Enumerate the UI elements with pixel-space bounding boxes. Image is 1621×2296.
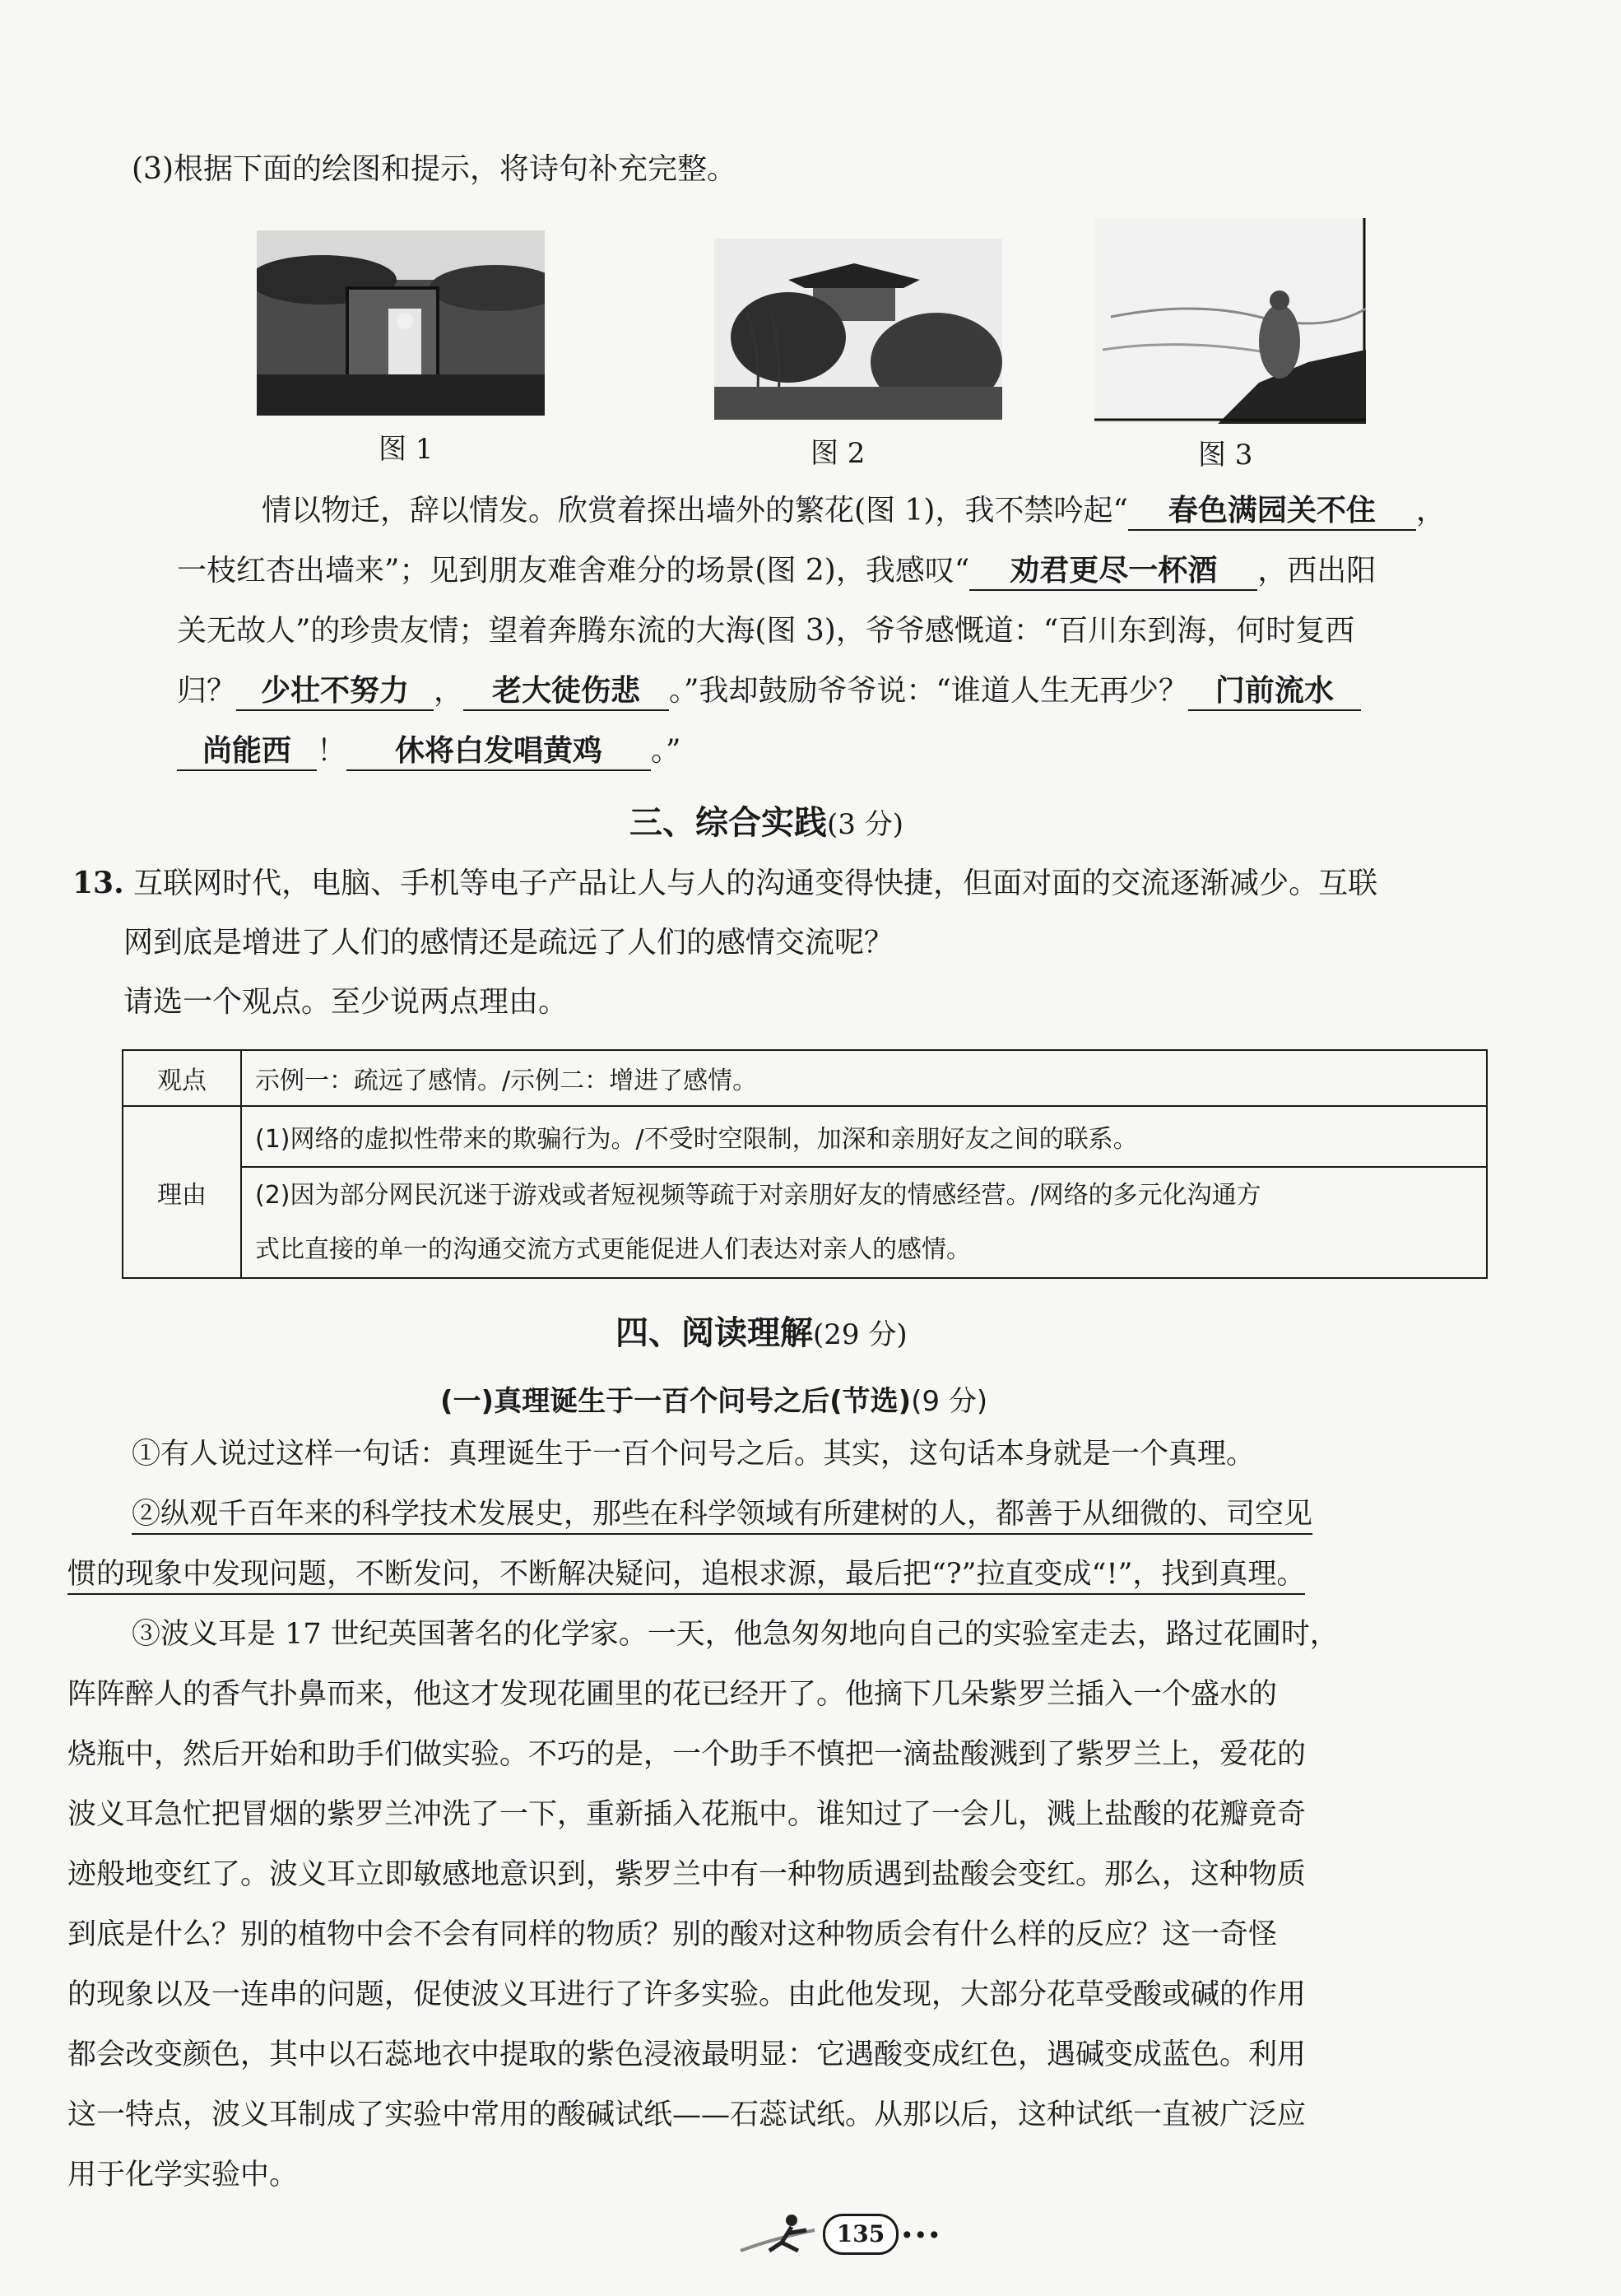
reason-2 <box>241 1167 1487 1278</box>
question-number: 13. <box>72 866 124 900</box>
underlined-text: 惯的现象中发现问题，不断发问，不断解决疑问，追根求源，最后把“?”拉直变成“!”，找到真理。 <box>67 1558 1305 1595</box>
woman-at-gate-illustration <box>257 230 545 416</box>
underlined-text: ②纵观千百年来的科学技术发展史，那些在科学领域有所建树的人，都善于从细微的、司空见 <box>132 1498 1312 1535</box>
figure-3-caption: 图 3 <box>1198 439 1253 472</box>
passage-line-3: 关无故人”的珍贵友情；望着奔腾东流的大海(图 3)，爷爷感慨道：“百川东到海，何时复西 <box>177 614 1355 648</box>
passage-line-2 <box>177 556 1376 591</box>
passage-text: 。”我却鼓励爷爷说：“谁道人生无再少？ <box>669 674 1188 708</box>
passage-text: ！ <box>317 734 347 768</box>
reading-p3-line: 波义耳急忙把冒烟的紫罗兰冲洗了一下，重新插入花瓶中。谁知过了一会儿，溅上盐酸的花瓣竟奇 <box>67 1798 1307 1831</box>
passage-text: ， <box>1415 494 1446 528</box>
answer-blank: 春色满园关不住 <box>1128 496 1416 531</box>
reading-p3-line: ③波义耳是 17 世纪英国著名的化学家。一天，他急匆匆地向自己的实验室走去，路过花圃时， <box>132 1618 1339 1651</box>
reading-p2-line-1 <box>132 1500 1312 1529</box>
reason-1: (1)网络的虚拟性带来的欺骗行为。/不受时空限制，加深和亲朋好友之间的联系。 <box>241 1106 1487 1167</box>
figure-1 <box>257 230 545 416</box>
section-4-title <box>615 1307 908 1354</box>
reading-p3-line: 烧瓶中，然后开始和助手们做实验。不巧的是，一个助手不慎把一滴盐酸溅到了紫罗兰上，爱花的 <box>67 1738 1307 1771</box>
reading-title-text: (一)真理诞生于一百个问号之后(节选) <box>440 1385 912 1418</box>
reading-p3-line: 这一特点，波义耳制成了实验中常用的酸碱试纸——石蕊试纸。从那以后，这种试纸一直被广泛应 <box>67 2098 1307 2131</box>
answer-blank: 休将白发唱黄鸡 <box>346 737 651 771</box>
passage-line-4 <box>177 676 1361 711</box>
answer-blank: 门前流水 <box>1188 676 1361 711</box>
reading-p3-line: 用于化学实验中。 <box>67 2159 299 2191</box>
answer-blank: 少壮不努力 <box>236 676 434 711</box>
reason-label: 理由 <box>123 1106 241 1278</box>
answer-blank: 老大徒伤悲 <box>463 676 669 711</box>
answer-blank: 尚能西 <box>177 737 317 771</box>
runner-decoration-icon <box>732 2205 823 2263</box>
passage-text: 情以物迁，辞以情发。欣赏着探出墙外的繁花(图 1)，我不禁吟起“ <box>262 494 1128 528</box>
reading-p3-line: 阵阵醉人的香气扑鼻而来，他这才发现花圃里的花已经开了。他摘下几朵紫罗兰插入一个盛水的 <box>67 1678 1278 1711</box>
reading-p3-line: 的现象以及一连串的问题，促使波义耳进行了许多实验。由此他发现，大部分花草受酸或碱的作用 <box>67 1978 1307 2011</box>
reason-2-line-1: (2)因为部分网民沉迷于游戏或者短视频等疏于对亲朋好友的情感经营。/网络的多元化沟通方 <box>255 1180 1261 1210</box>
reading-p3-line: 到底是什么？别的植物中会不会有同样的物质？别的酸对这种物质会有什么样的反应？这一奇怪 <box>67 1918 1278 1951</box>
question-3-prompt: (3)根据下面的绘图和提示，将诗句补充完整。 <box>132 152 736 186</box>
passage-text: 。” <box>651 734 681 768</box>
pavilion-farewell-illustration <box>714 239 1002 420</box>
section-points: (3 分) <box>827 808 903 841</box>
figure-2-caption: 图 2 <box>810 437 866 470</box>
viewpoint-label: 观点 <box>123 1050 241 1106</box>
viewpoint-text: 示例一：疏远了感情。/示例二：增进了感情。 <box>241 1050 1487 1106</box>
section-3-title <box>629 797 903 844</box>
passage-text: ， <box>434 674 464 708</box>
reading-points: (9 分) <box>911 1385 988 1418</box>
reading-p3-line: 迹般地变红了。波义耳立即敏感地意识到，紫罗兰中有一种物质遇到盐酸会变红。那么，这种物质 <box>67 1858 1307 1891</box>
passage-line-1 <box>262 496 1446 531</box>
reading-p1: ①有人说过这样一句话：真理诞生于一百个问号之后。其实，这句话本身就是一个真理。 <box>132 1438 1256 1471</box>
passage-text: ，西出阳 <box>1257 554 1377 588</box>
figure-3 <box>1094 218 1366 424</box>
page-number: 135 <box>823 2214 899 2255</box>
section-title-text: 四、阅读理解 <box>615 1313 813 1352</box>
passage-text: 一枝红杏出墙来”；见到朋友难舍难分的场景(图 2)，我感叹“ <box>177 554 970 588</box>
figure-2 <box>714 239 1002 420</box>
question-13-line-2: 网到底是增进了人们的感情还是疏远了人们的感情交流呢？ <box>123 926 894 960</box>
reason-2-line-2: 式比直接的单一的沟通交流方式更能促进人们表达对亲人的感情。 <box>255 1234 971 1264</box>
reading-p2-line-2 <box>67 1560 1305 1589</box>
figure-1-caption: 图 1 <box>379 433 434 466</box>
answer-table <box>122 1049 1488 1279</box>
section-title-text: 三、综合实践 <box>629 803 827 842</box>
passage-text: 归？ <box>177 674 237 708</box>
answer-blank: 劝君更尽一杯酒 <box>969 556 1257 591</box>
section-points: (29 分) <box>813 1318 908 1351</box>
reading-p3-line: 都会改变颜色，其中以石蕊地衣中提取的紫色浸液最明显：它遇酸变成红色，遇碱变成蓝色。利用 <box>67 2038 1307 2071</box>
question-13 <box>72 868 1377 899</box>
dots-decoration-icon: ••• <box>900 2222 941 2249</box>
question-text: 互联网时代，电脑、手机等电子产品让人与人的沟通变得快捷，但面对面的交流逐渐减少。互联 <box>133 867 1378 900</box>
old-man-by-sea-illustration <box>1094 218 1366 424</box>
question-13-line-3: 请选一个观点。至少说两点理由。 <box>123 985 569 1019</box>
passage-line-5 <box>177 734 681 771</box>
reading-title <box>440 1378 987 1419</box>
